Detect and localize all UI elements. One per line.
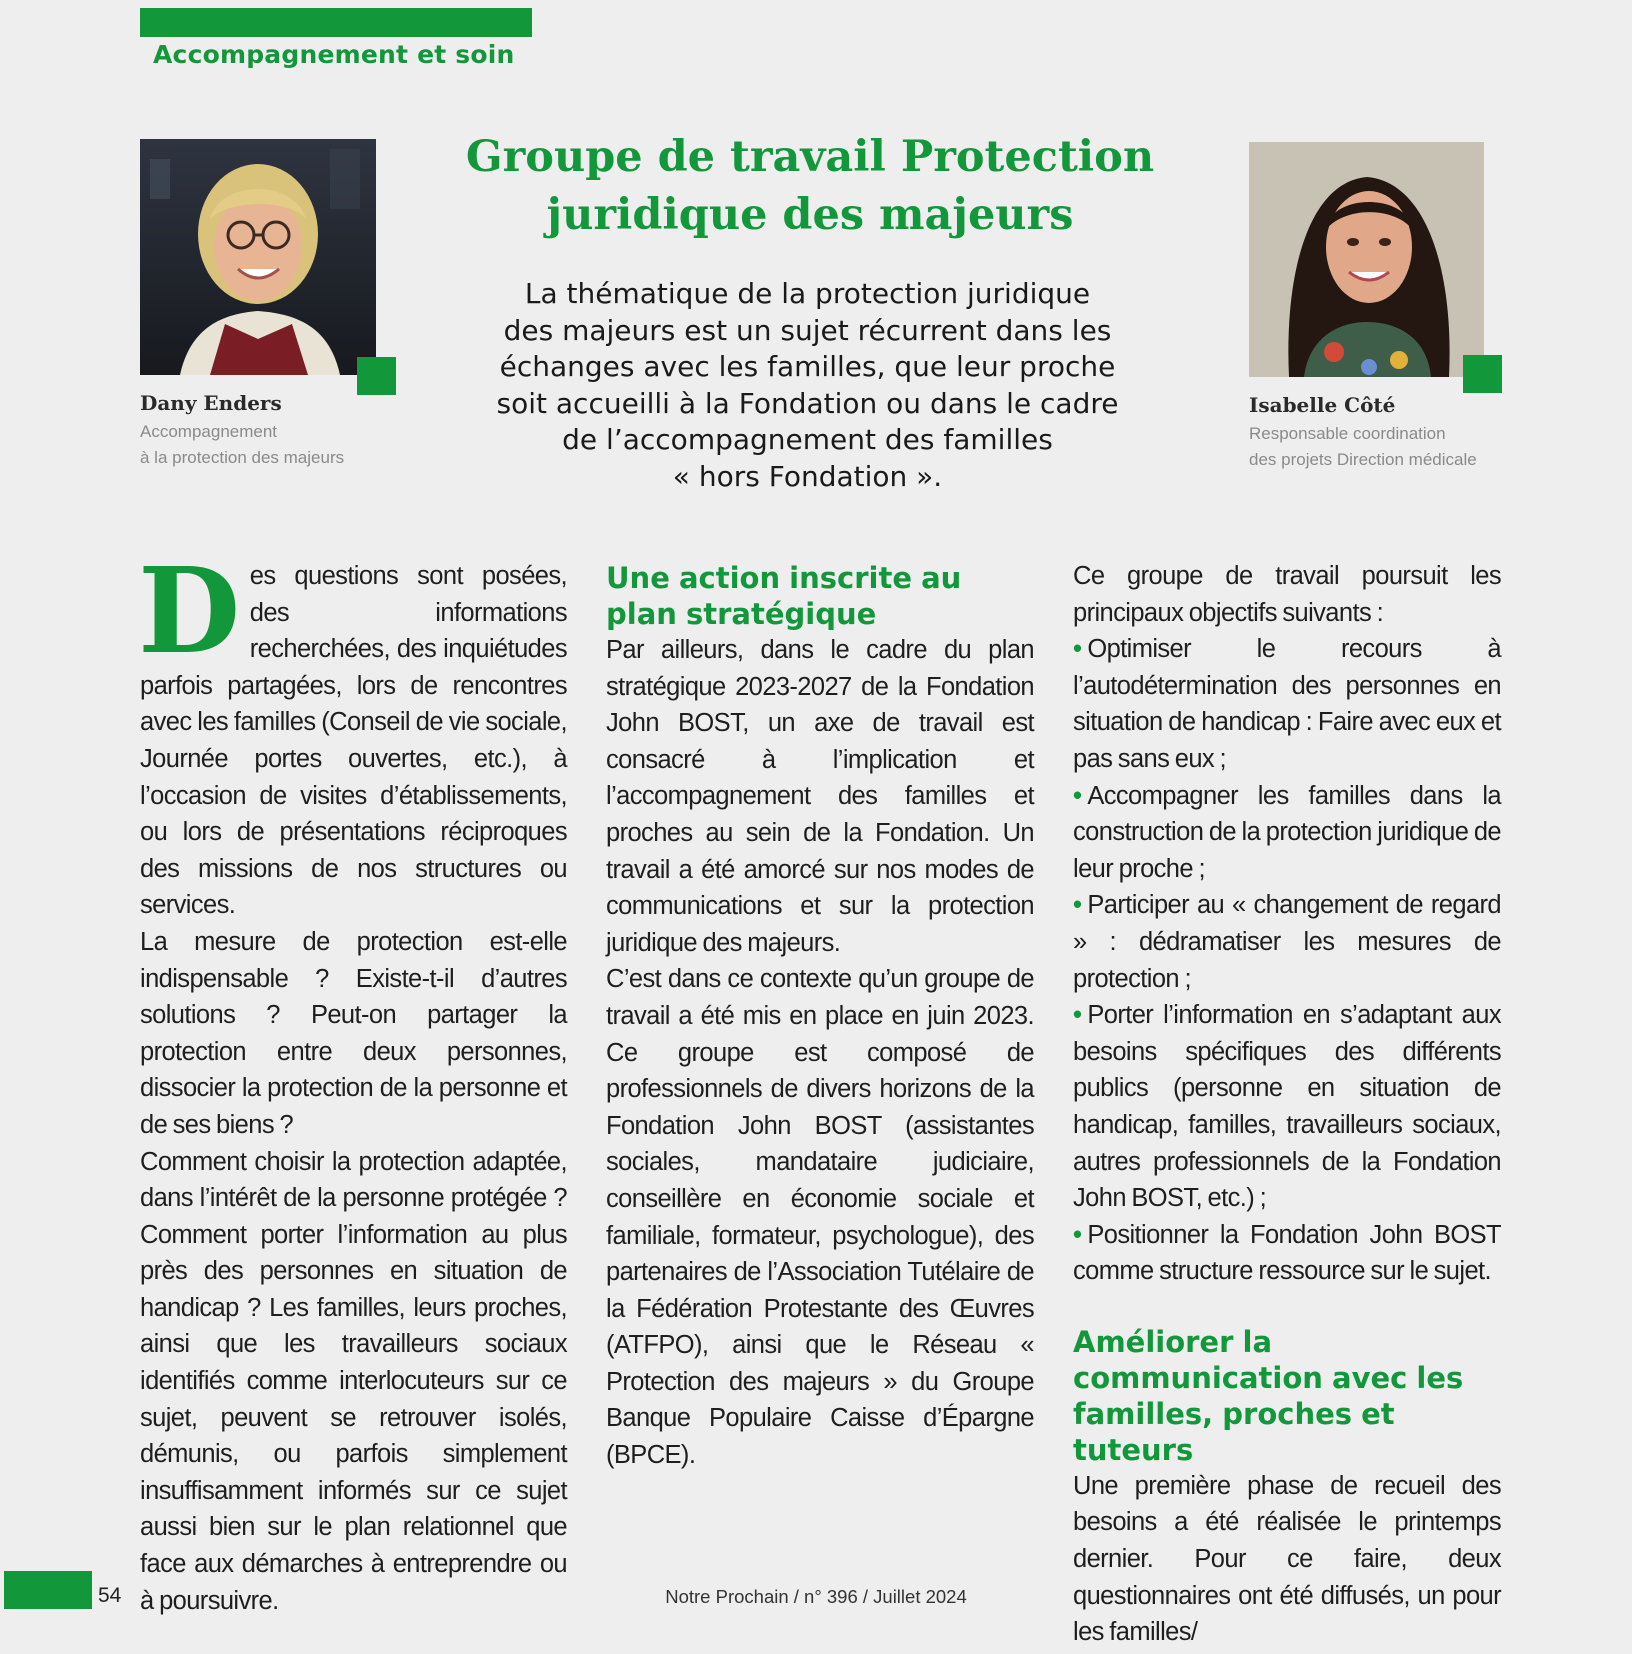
paragraph: Comment choisir la protection adaptée, dans l’intérêt de la personne protégée ? Comment porter l’information au plus près des personnes en situation de handicap ? Les familles, leurs proches, ainsi que les travailleurs sociaux identifiés comme interlocuteurs sur ce sujet, peuvent se retrouver isolés, démunis, ou parfois simplement insuffisamment informés sur ce sujet aussi bien sur le plan relationnel que face aux démarches à entreprendre ou à poursuivre. xyxy=(140,1147,567,1615)
paragraph: es questions sont posées, des informations recherchées, des inquiétudes parfois partagées, lors de rencontres avec les familles (Conseil de vie sociale, Journée portes ouvertes, etc.), à l’occasion de visites d’établissements, ou lors de présentations réciproques des missions de nos structures ou services. xyxy=(140,562,567,920)
intro-line: soit accueilli à la Fondation ou dans le cadre xyxy=(496,386,1119,420)
section-heading: Une action inscrite au plan stratégique xyxy=(606,561,962,631)
paragraph: La mesure de protection est-elle indispensable ? Existe-t-il d’autres solutions ? Peut-on partager la protection entre deux personnes, dissocier la protection de la personne et de ses biens ? xyxy=(140,927,567,1139)
bullet-item xyxy=(1073,631,1501,777)
person-role-line2: à la protection des majeurs xyxy=(140,448,345,467)
bullet-text: Optimiser le recours à l’autodétermination des personnes en situation de handicap : Faire avec eux et pas sans eux ; xyxy=(1073,635,1501,773)
bullet-icon: • xyxy=(1073,781,1082,810)
paragraph: Une première phase de recueil des besoins a été réalisée le printemps dernier. Pour ce faire, deux questionnaires ont été diffusés, un pour les familles/ xyxy=(1073,1471,1501,1647)
portrait-accent-square xyxy=(1463,355,1502,393)
portrait-isabelle-cote xyxy=(1249,142,1484,377)
bullet-icon: • xyxy=(1073,891,1082,920)
paragraph: Ce groupe de travail poursuit les principaux objectifs suivants : xyxy=(1073,562,1501,627)
column-1 xyxy=(138,541,567,1619)
intro-line: des majeurs est un sujet récurrent dans les xyxy=(503,313,1112,347)
section-tab-bar xyxy=(140,8,532,37)
drop-cap: D xyxy=(138,541,240,680)
paragraph: C’est dans ce contexte qu’un groupe de travail a été mis en place en juin 2023. Ce groupe est composé de professionnels de divers horizons de la Fondation John BOST (assistantes sociales, mandataire judiciaire, conseillère en économie sociale et familiale, formateur, psychologue), des partenaires de l’Association Tutélaire de la Fédération Protestante des Œuvres (ATFPO), ainsi que le Réseau « Protection des majeurs » du Groupe Banque Populaire Caisse d’Épargne (BPCE). xyxy=(606,965,1034,1470)
person-role-line2: des projets Direction médicale xyxy=(1249,450,1477,469)
bullet-item xyxy=(1073,997,1501,1217)
footer-publication: Notre Prochain / n° 396 / Juillet 2024 xyxy=(665,1586,967,1607)
bullet-icon: • xyxy=(1073,1220,1082,1249)
portrait-dany-enders xyxy=(140,139,376,375)
intro-line: de l’accompagnement des familles xyxy=(562,423,1053,456)
bullet-text: Positionner la Fondation John BOST comme structure ressource sur le sujet. xyxy=(1073,1220,1501,1286)
person-name: Dany Enders xyxy=(140,391,282,415)
title-line: juridique des majeurs xyxy=(546,190,1074,240)
person-name: Isabelle Côté xyxy=(1249,393,1396,417)
article-intro xyxy=(455,276,1160,495)
column-2 xyxy=(606,560,1034,1474)
section-heading: Améliorer la communication avec les familles, proches et tuteurs xyxy=(1073,1324,1464,1467)
bullet-item xyxy=(1073,778,1501,888)
title-line: Groupe de travail Protection xyxy=(465,132,1155,182)
article-title xyxy=(420,128,1200,244)
column-3 xyxy=(1073,558,1501,1651)
paragraph: Par ailleurs, dans le cadre du plan stratégique 2023-2027 de la Fondation John BOST, un axe de travail est consacré à l’implication et l’accompagnement des familles et proches au sein de la Fondation. Un travail a été amorcé sur nos modes de communications et sur la protection juridique des majeurs. xyxy=(606,636,1034,957)
intro-line: échanges avec les familles, que leur proche xyxy=(499,350,1116,383)
bullet-item xyxy=(1073,887,1501,997)
portrait-accent-square xyxy=(357,357,396,395)
bullet-item xyxy=(1073,1217,1501,1290)
person-role-line1: Accompagnement xyxy=(140,422,278,441)
bullet-text: Porter l’information en s’adaptant aux besoins spécifiques des différents publics (personne en situation de handicap, familles, travailleurs sociaux, autres professionnels de la Fondation John BOST, etc.) ; xyxy=(1073,1001,1501,1213)
bullet-text: Participer au « changement de regard » : dédramatiser les mesures de protection ; xyxy=(1073,891,1501,993)
bullet-icon: • xyxy=(1073,635,1082,664)
bullet-icon: • xyxy=(1073,1001,1082,1030)
intro-line: « hors Fondation ». xyxy=(672,459,943,493)
person-role-line1: Responsable coordination xyxy=(1249,424,1446,443)
page-number: 54 xyxy=(98,1584,122,1607)
bullet-text: Accompagner les familles dans la construction de la protection juridique de leur proche ; xyxy=(1073,781,1501,883)
section-label: Accompagnement et soin xyxy=(153,40,515,69)
intro-line: La thématique de la protection juridique xyxy=(524,277,1091,310)
